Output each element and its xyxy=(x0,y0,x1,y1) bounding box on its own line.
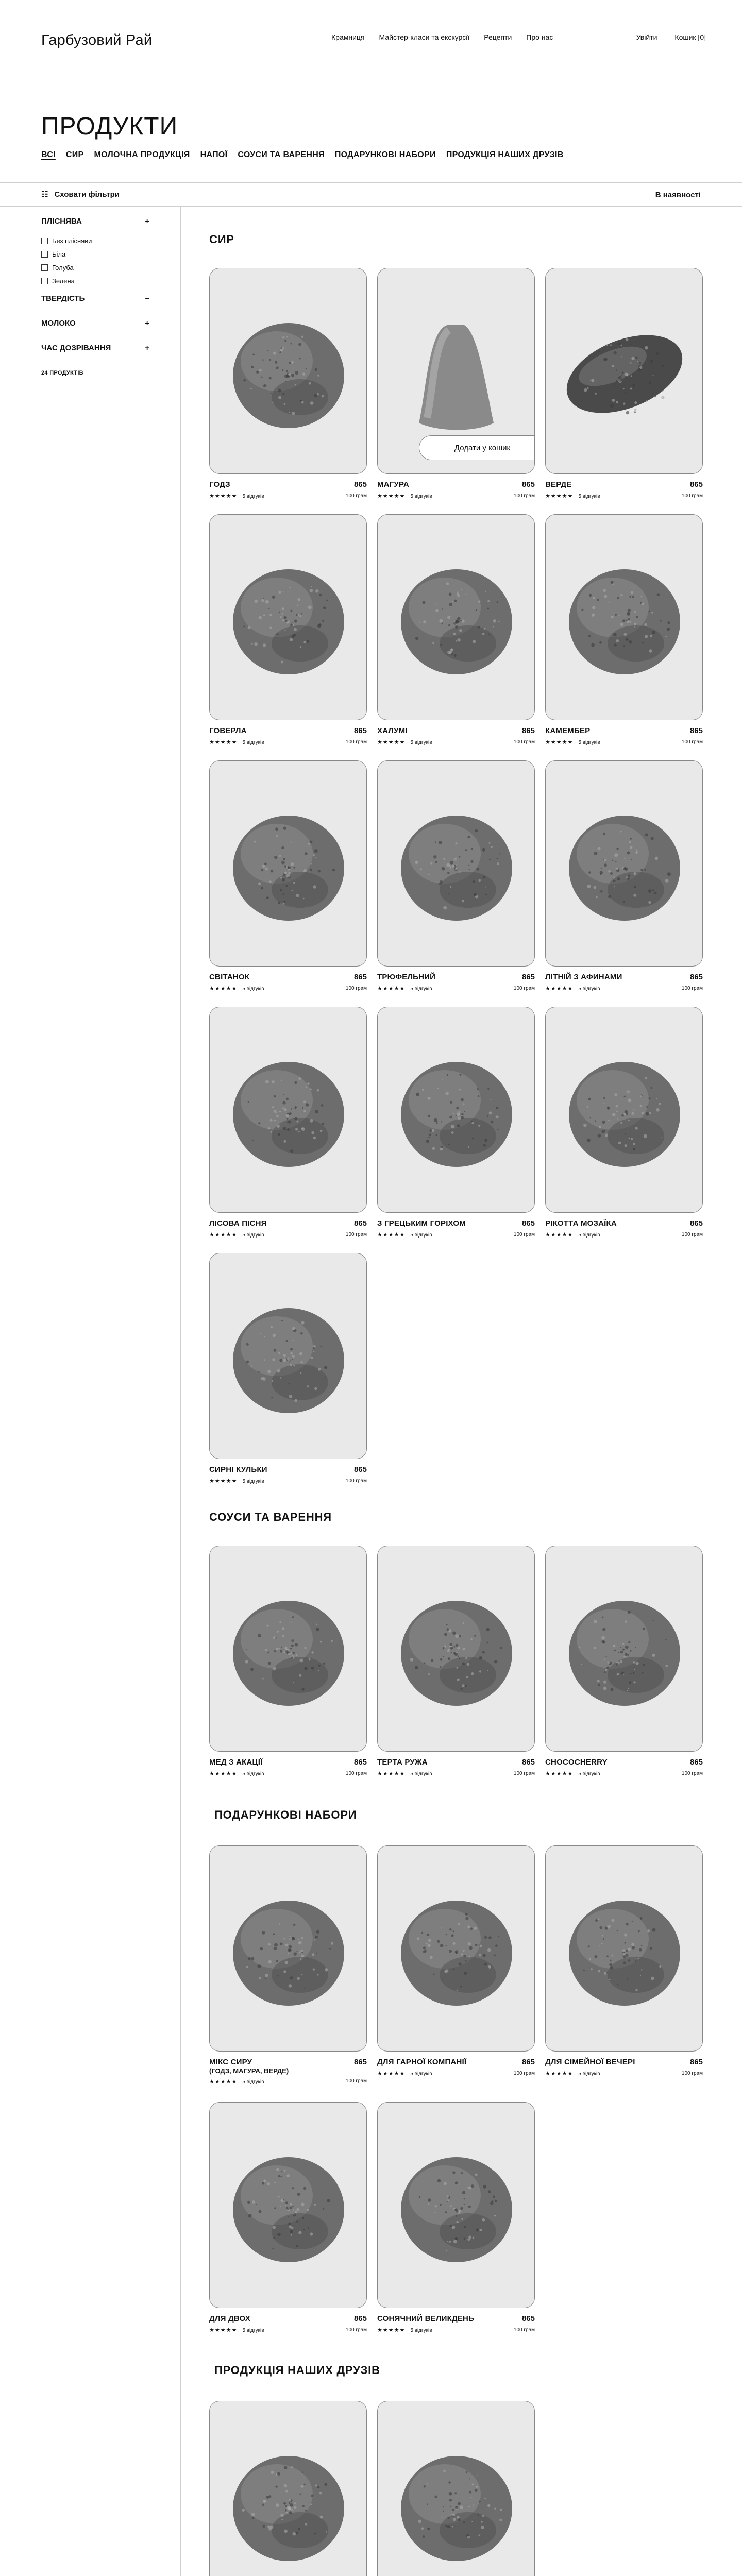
cheese-image xyxy=(378,2103,535,2308)
expand-plus-icon[interactable]: + xyxy=(145,216,149,226)
product-weight: 100 грам xyxy=(513,986,535,991)
product-name[interactable]: МАГУРА xyxy=(377,480,409,489)
product-weight: 100 грам xyxy=(345,739,367,745)
product-image-tile[interactable] xyxy=(209,2102,367,2308)
product-name[interactable]: ГОВЕРЛА xyxy=(209,726,247,735)
cheese-image xyxy=(210,515,367,720)
product-card[interactable] xyxy=(377,2401,535,2576)
cheese-image xyxy=(546,1007,703,1213)
review-count[interactable]: 5 відгуків xyxy=(410,740,432,745)
review-count[interactable]: 5 відгуків xyxy=(578,1771,600,1777)
expand-plus-icon[interactable]: + xyxy=(145,343,149,352)
product-name[interactable]: CHOCOCHERRY xyxy=(545,1758,608,1767)
star-icons: ★★★★★ xyxy=(209,739,238,745)
cheese-image xyxy=(378,515,535,720)
filter-group-mold[interactable] xyxy=(41,215,149,227)
tab-friends[interactable]: ПРОДУКЦІЯ НАШИХ ДРУЗІВ xyxy=(446,150,564,159)
in-stock-label: В наявності xyxy=(655,191,701,199)
product-card[interactable] xyxy=(209,1253,367,1498)
filters-sidebar xyxy=(41,215,149,376)
filter-group-milk[interactable] xyxy=(41,317,149,329)
login-link[interactable]: Увійти xyxy=(636,33,657,41)
cheese-image xyxy=(546,761,703,967)
product-name[interactable]: ЛІТНІЙ З АФИНАМИ xyxy=(545,973,622,981)
review-count[interactable]: 5 відгуків xyxy=(242,494,264,499)
rating-stars xyxy=(209,1231,264,1238)
product-image-tile[interactable] xyxy=(545,1845,703,2052)
product-weight: 100 грам xyxy=(345,2327,367,2333)
rating-stars xyxy=(209,739,264,745)
product-image-tile[interactable] xyxy=(209,1546,367,1752)
star-icons: ★★★★★ xyxy=(209,2079,238,2085)
review-count[interactable]: 5 відгуків xyxy=(410,1232,432,1238)
rating-stars xyxy=(545,985,600,992)
section-title-sauces: СОУСИ ТА ВАРЕННЯ xyxy=(209,1511,332,1523)
star-icons: ★★★★★ xyxy=(209,493,238,499)
product-card[interactable] xyxy=(545,268,703,513)
product-price: 865 xyxy=(521,973,535,981)
product-card[interactable] xyxy=(377,760,535,1006)
cheese-image xyxy=(546,1846,703,2052)
filter-group-title: ПЛІСНЯВА xyxy=(41,216,82,226)
divider xyxy=(0,182,742,183)
product-card[interactable] xyxy=(377,268,535,513)
product-card[interactable] xyxy=(377,1007,535,1252)
star-icons: ★★★★★ xyxy=(377,2071,406,2077)
product-weight: 100 грам xyxy=(345,1232,367,1238)
product-card[interactable] xyxy=(209,2401,367,2576)
rating-stars xyxy=(209,1478,264,1484)
product-price: 865 xyxy=(689,2058,703,2066)
product-image-tile[interactable] xyxy=(545,1546,703,1752)
cheese-image xyxy=(210,1253,367,1459)
star-icons: ★★★★★ xyxy=(209,2327,238,2333)
product-name[interactable]: З ГРЕЦЬКИМ ГОРІХОМ xyxy=(377,1219,466,1228)
product-price: 865 xyxy=(353,1219,367,1228)
product-name[interactable]: МІКС СИРУ xyxy=(209,2058,252,2066)
product-weight: 100 грам xyxy=(681,739,703,745)
product-price: 865 xyxy=(353,480,367,489)
product-image-tile[interactable] xyxy=(377,2102,535,2308)
rating-stars xyxy=(209,493,264,499)
hide-filters-label: Сховати фільтри xyxy=(54,190,120,199)
product-subtitle: (ГОДЗ, МАГУРА, ВЕРДЕ) xyxy=(209,2067,289,2075)
product-image-tile[interactable] xyxy=(209,1007,367,1213)
product-weight: 100 грам xyxy=(513,739,535,745)
star-icons: ★★★★★ xyxy=(209,986,238,992)
product-image-tile[interactable] xyxy=(545,268,703,474)
review-count[interactable]: 5 відгуків xyxy=(410,1771,432,1777)
product-price: 865 xyxy=(521,2314,535,2323)
cheese-image xyxy=(546,515,703,720)
review-count[interactable]: 5 відгуків xyxy=(242,1771,264,1777)
filter-group-title: МОЛОКО xyxy=(41,318,76,328)
review-count[interactable]: 5 відгуків xyxy=(578,1232,600,1238)
page-title: ПРОДУКТИ xyxy=(41,113,178,140)
nav-item-workshops[interactable]: Майстер-класи та екскурсії xyxy=(379,33,470,41)
review-count[interactable]: 5 відгуків xyxy=(578,740,600,745)
product-card[interactable] xyxy=(209,760,367,1006)
review-count[interactable]: 5 відгуків xyxy=(578,986,600,992)
star-icons: ★★★★★ xyxy=(209,1478,238,1484)
star-icons: ★★★★★ xyxy=(377,986,406,992)
sidebar-divider xyxy=(180,206,181,2576)
sliders-icon: ☷ xyxy=(41,190,48,199)
star-icons: ★★★★★ xyxy=(545,986,574,992)
filter-option[interactable] xyxy=(41,261,149,274)
product-price: 865 xyxy=(353,1465,367,1474)
rating-stars xyxy=(377,493,432,499)
product-card[interactable] xyxy=(209,1546,367,1791)
product-image-tile[interactable] xyxy=(209,1845,367,2052)
section-title-friends: ПРОДУКЦІЯ НАШИХ ДРУЗІВ xyxy=(214,2364,380,2377)
product-name[interactable]: ДЛЯ ГАРНОЇ КОМПАНІЇ xyxy=(377,2058,467,2066)
tab-all[interactable]: ВСІ xyxy=(41,150,56,159)
product-image-tile[interactable] xyxy=(377,1546,535,1752)
cheese-image xyxy=(210,1007,367,1213)
product-price: 865 xyxy=(521,1758,535,1767)
rating-stars xyxy=(377,1770,432,1777)
product-card[interactable] xyxy=(209,2102,367,2347)
review-count[interactable]: 5 відгуків xyxy=(410,494,432,499)
star-icons: ★★★★★ xyxy=(209,1232,238,1238)
product-image-tile[interactable] xyxy=(377,514,535,720)
divider xyxy=(0,206,742,207)
product-card[interactable] xyxy=(545,1845,703,2091)
rating-stars xyxy=(377,2070,432,2077)
product-card[interactable] xyxy=(545,760,703,1006)
product-image-tile[interactable] xyxy=(545,1007,703,1213)
filter-option[interactable] xyxy=(41,247,149,261)
product-name[interactable]: СВІТАНОК xyxy=(209,973,250,981)
review-count[interactable]: 5 відгуків xyxy=(410,986,432,992)
cheese-image xyxy=(210,761,367,967)
rating-stars xyxy=(377,1231,432,1238)
main-nav xyxy=(331,33,567,41)
product-price: 865 xyxy=(353,726,367,735)
star-icons: ★★★★★ xyxy=(377,739,406,745)
product-price: 865 xyxy=(353,1758,367,1767)
filter-option-label: Голуба xyxy=(52,263,74,272)
rating-stars xyxy=(545,1231,600,1238)
rating-stars xyxy=(209,2327,264,2333)
tab-drinks[interactable]: НАПОЇ xyxy=(200,150,228,159)
product-image-tile[interactable] xyxy=(209,514,367,720)
add-to-cart-button[interactable]: Додати у кошик xyxy=(419,435,535,460)
product-card[interactable] xyxy=(377,1546,535,1791)
product-image-tile[interactable] xyxy=(377,268,535,474)
product-name[interactable]: СИРНІ КУЛЬКИ xyxy=(209,1465,267,1474)
product-name[interactable]: ГОДЗ xyxy=(209,480,230,489)
product-weight: 100 грам xyxy=(513,2071,535,2076)
product-image-tile[interactable] xyxy=(209,2401,367,2576)
star-icons: ★★★★★ xyxy=(377,2327,406,2333)
cheese-image xyxy=(210,2401,367,2576)
tab-gifts[interactable]: ПОДАРУНКОВІ НАБОРИ xyxy=(334,150,436,159)
product-card[interactable] xyxy=(209,514,367,759)
product-price: 865 xyxy=(353,2314,367,2323)
tab-cheese[interactable]: СИР xyxy=(65,150,84,159)
review-count[interactable]: 5 відгуків xyxy=(242,740,264,745)
product-image-tile[interactable] xyxy=(545,760,703,967)
site-header xyxy=(0,0,742,77)
filter-group-hardness[interactable] xyxy=(41,293,149,304)
filter-option-label: Зелена xyxy=(52,277,75,285)
rating-stars xyxy=(209,1770,264,1777)
rating-stars xyxy=(377,739,432,745)
product-card[interactable] xyxy=(209,1007,367,1252)
tab-dairy[interactable]: МОЛОЧНА ПРОДУКЦІЯ xyxy=(94,150,190,159)
rating-stars xyxy=(377,2327,432,2333)
star-icons: ★★★★★ xyxy=(377,1771,406,1777)
product-name[interactable]: ЛІСОВА ПІСНЯ xyxy=(209,1219,267,1228)
review-count[interactable]: 5 відгуків xyxy=(578,2071,600,2077)
product-image-tile[interactable] xyxy=(209,1253,367,1459)
cheese-image xyxy=(546,1546,703,1752)
product-price: 865 xyxy=(521,480,535,489)
review-count[interactable]: 5 відгуків xyxy=(242,1479,264,1484)
product-card[interactable] xyxy=(209,268,367,513)
cart-link[interactable]: Кошик [0] xyxy=(674,33,706,41)
review-count[interactable]: 5 відгуків xyxy=(242,2328,264,2333)
rating-stars xyxy=(545,1770,600,1777)
star-icons: ★★★★★ xyxy=(545,739,574,745)
review-count[interactable]: 5 відгуків xyxy=(242,2079,264,2085)
collapse-minus-icon[interactable]: – xyxy=(145,294,149,303)
review-count[interactable]: 5 відгуків xyxy=(242,1232,264,1238)
filter-option[interactable] xyxy=(41,274,149,287)
products-count: 24 ПРОДУКТІВ xyxy=(41,370,83,376)
star-icons: ★★★★★ xyxy=(377,1232,406,1238)
product-card[interactable] xyxy=(377,1845,535,2091)
product-price: 865 xyxy=(689,480,703,489)
nav-item-recipes[interactable]: Рецепти xyxy=(484,33,512,41)
product-weight: 100 грам xyxy=(513,493,535,499)
product-price: 865 xyxy=(689,973,703,981)
product-weight: 100 грам xyxy=(681,986,703,991)
in-stock-filter[interactable] xyxy=(645,191,701,199)
star-icons: ★★★★★ xyxy=(209,1771,238,1777)
product-weight: 100 грам xyxy=(513,1771,535,1776)
review-count[interactable]: 5 відгуків xyxy=(578,494,600,499)
checkbox[interactable] xyxy=(41,264,48,271)
review-count[interactable]: 5 відгуків xyxy=(410,2328,432,2333)
product-name[interactable]: ДЛЯ ДВОХ xyxy=(209,2314,251,2323)
filter-option-label: Біла xyxy=(52,250,66,258)
product-name[interactable]: ХАЛУМІ xyxy=(377,726,408,735)
cheese-image xyxy=(210,1546,367,1752)
cheese-image xyxy=(378,2401,535,2576)
section-title-cheese: СИР xyxy=(209,233,234,246)
rating-stars xyxy=(377,985,432,992)
product-weight: 100 грам xyxy=(681,2071,703,2076)
product-weight: 100 грам xyxy=(681,493,703,499)
product-image-tile[interactable] xyxy=(377,1845,535,2052)
rating-stars xyxy=(545,493,600,499)
product-image-tile[interactable] xyxy=(545,514,703,720)
rating-stars xyxy=(209,985,264,992)
star-icons: ★★★★★ xyxy=(545,2071,574,2077)
filter-group-title: ТВЕРДІСТЬ xyxy=(41,294,85,303)
star-icons: ★★★★★ xyxy=(545,493,574,499)
product-card[interactable] xyxy=(545,514,703,759)
product-price: 865 xyxy=(353,2058,367,2066)
expand-plus-icon[interactable]: + xyxy=(145,318,149,328)
product-image-tile[interactable] xyxy=(209,760,367,967)
filter-group-title: ЧАС ДОЗРІВАННЯ xyxy=(41,343,111,352)
product-price: 865 xyxy=(521,726,535,735)
checkbox[interactable] xyxy=(41,251,48,258)
product-price: 865 xyxy=(689,1758,703,1767)
review-count[interactable]: 5 відгуків xyxy=(410,2071,432,2077)
nav-item-shop[interactable]: Крамниця xyxy=(331,33,365,41)
product-price: 865 xyxy=(689,726,703,735)
product-name[interactable]: ДЛЯ СІМЕЙНОЇ ВЕЧЕРІ xyxy=(545,2058,635,2066)
nav-item-about[interactable]: Про нас xyxy=(526,33,553,41)
product-weight: 100 грам xyxy=(513,2327,535,2333)
star-icons: ★★★★★ xyxy=(545,1232,574,1238)
cheese-image xyxy=(210,1846,367,2052)
product-name[interactable]: ВЕРДЕ xyxy=(545,480,572,489)
product-price: 865 xyxy=(521,2058,535,2066)
checkbox[interactable] xyxy=(41,238,48,244)
filter-option[interactable] xyxy=(41,234,149,247)
user-nav xyxy=(619,33,706,41)
rating-stars xyxy=(545,2070,600,2077)
cheese-image xyxy=(210,2103,367,2308)
star-icons: ★★★★★ xyxy=(377,493,406,499)
product-weight: 100 грам xyxy=(513,1232,535,1238)
product-name[interactable]: ТЕРТА РУЖА xyxy=(377,1758,428,1767)
in-stock-checkbox[interactable] xyxy=(645,192,651,198)
product-image-tile[interactable] xyxy=(377,1007,535,1213)
review-count[interactable]: 5 відгуків xyxy=(242,986,264,992)
product-name[interactable]: ТРЮФЕЛЬНИЙ xyxy=(377,973,436,981)
star-icons: ★★★★★ xyxy=(545,1771,574,1777)
cheese-image xyxy=(378,1546,535,1752)
product-weight: 100 грам xyxy=(345,2078,367,2084)
product-weight: 100 грам xyxy=(681,1232,703,1238)
category-tabs xyxy=(41,150,574,160)
product-name[interactable]: КАМЕМБЕР xyxy=(545,726,591,735)
cheese-image xyxy=(378,1007,535,1213)
product-weight: 100 грам xyxy=(681,1771,703,1776)
cheese-image xyxy=(210,268,367,474)
cheese-image xyxy=(546,268,703,474)
filter-option-label: Без плісняви xyxy=(52,236,92,245)
hide-filters-toggle[interactable] xyxy=(41,190,120,199)
product-name[interactable]: РІКОТТА МОЗАЇКА xyxy=(545,1219,617,1228)
product-weight: 100 грам xyxy=(345,986,367,991)
product-card[interactable] xyxy=(377,514,535,759)
rating-stars xyxy=(209,2078,264,2085)
cheese-image xyxy=(378,761,535,967)
rating-stars xyxy=(545,739,600,745)
product-weight: 100 грам xyxy=(345,1771,367,1776)
product-name[interactable]: СОНЯЧНИЙ ВЕЛИКДЕНЬ xyxy=(377,2314,475,2323)
product-weight: 100 грам xyxy=(345,493,367,499)
tab-sauces[interactable]: СОУСИ ТА ВАРЕННЯ xyxy=(238,150,325,159)
filter-group-aging[interactable] xyxy=(41,342,149,353)
cheese-image xyxy=(378,1846,535,2052)
product-card[interactable] xyxy=(209,1845,367,2091)
product-card[interactable] xyxy=(545,1546,703,1791)
product-image-tile[interactable] xyxy=(377,760,535,967)
product-weight: 100 грам xyxy=(345,1478,367,1484)
checkbox[interactable] xyxy=(41,278,48,284)
product-image-tile[interactable] xyxy=(377,2401,535,2576)
product-price: 865 xyxy=(689,1219,703,1228)
product-card[interactable] xyxy=(377,2102,535,2347)
product-card[interactable] xyxy=(545,1007,703,1252)
section-title-gifts: ПОДАРУНКОВІ НАБОРИ xyxy=(214,1808,357,1821)
product-name[interactable]: МЕД З АКАЦІЇ xyxy=(209,1758,263,1767)
site-logo[interactable]: Гарбузовий Рай xyxy=(41,32,153,48)
product-price: 865 xyxy=(521,1219,535,1228)
product-image-tile[interactable] xyxy=(209,268,367,474)
product-price: 865 xyxy=(353,973,367,981)
